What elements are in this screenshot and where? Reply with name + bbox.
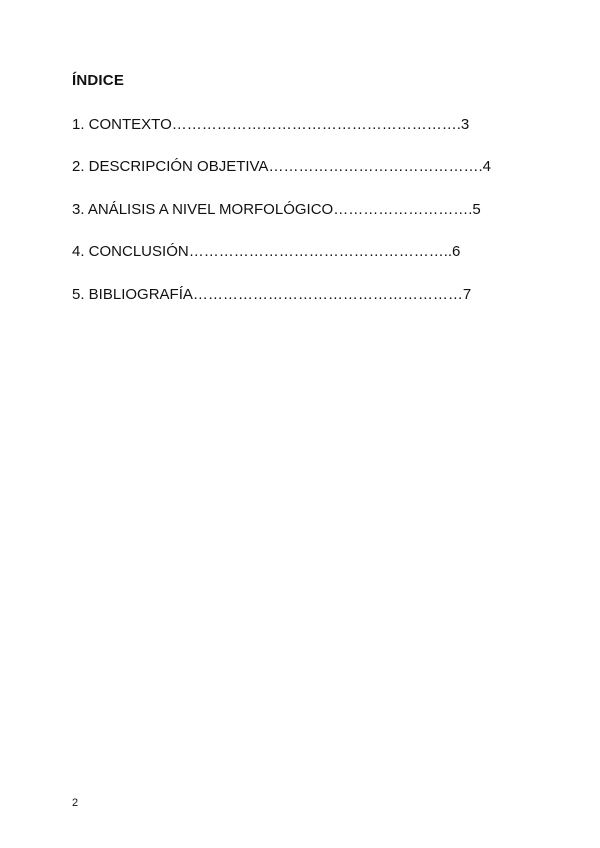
toc-entry-leader: …………………………………………….. — [188, 243, 453, 260]
toc-entry-label: 1. CONTEXTO — [72, 116, 172, 133]
toc-entry-descripcion-objetiva[interactable] — [72, 158, 491, 176]
toc-entry-label: 3. ANÁLISIS A NIVEL MORFOLÓGICO — [72, 201, 334, 218]
toc-entry-contexto[interactable] — [72, 116, 469, 134]
page-number: 2 — [72, 797, 79, 809]
toc-entry-analisis-morfologico[interactable] — [72, 201, 481, 219]
toc-entry-label: 5. BIBLIOGRAFÍA — [72, 286, 193, 303]
toc-entry-leader: ………………………. — [333, 201, 473, 218]
toc-entry-leader: ……………………………………. — [268, 158, 483, 175]
toc-entry-page: 6 — [452, 243, 461, 260]
toc-heading: ÍNDICE — [72, 72, 125, 89]
toc-entry-page: 4 — [482, 158, 491, 175]
toc-entry-leader: …………………………………………………. — [171, 116, 461, 133]
toc-entry-conclusion[interactable] — [72, 243, 460, 261]
toc-entry-leader: ……………………………………………… — [192, 286, 463, 303]
toc-entry-label: 2. DESCRIPCIÓN OBJETIVA — [72, 158, 269, 175]
toc-entry-bibliografia[interactable] — [72, 286, 471, 304]
toc-entry-page: 3 — [460, 116, 470, 133]
toc-entry-label: 4. CONCLUSIÓN — [72, 243, 189, 260]
toc-entry-page: 5 — [472, 201, 481, 218]
toc-entry-page: 7 — [462, 286, 472, 303]
